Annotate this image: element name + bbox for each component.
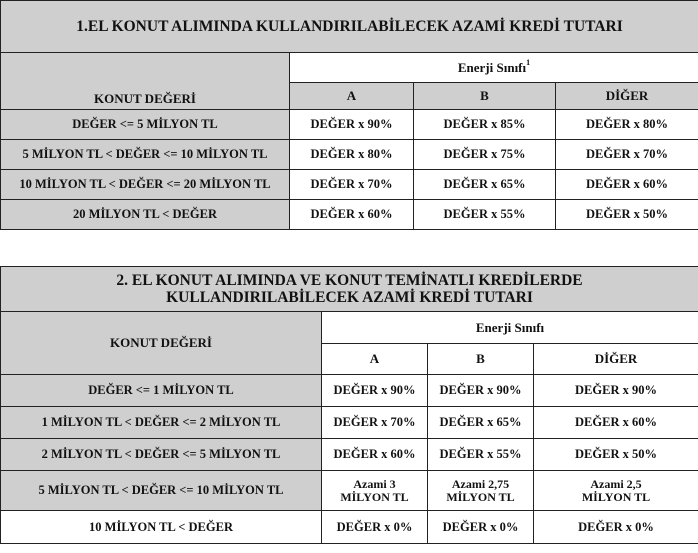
cell-line: MİLYON TL xyxy=(581,489,651,504)
cell-value: DEĞER x 55% xyxy=(414,200,556,230)
cell-value: DEĞER x 50% xyxy=(556,200,698,230)
cell-value: DEĞER x 55% xyxy=(428,439,534,471)
row-label: 1 MİLYON TL < DEĞER <= 2 MİLYON TL xyxy=(1,407,322,439)
table-row xyxy=(1,140,698,170)
table2-title-line2: KULLANDIRILABİLECEK AZAMİ KREDİ TUTARI xyxy=(166,289,533,306)
table2-title xyxy=(1,267,698,312)
row-label: 2 MİLYON TL < DEĞER <= 5 MİLYON TL xyxy=(1,439,322,471)
cell-value: DEĞER x 75% xyxy=(414,140,556,170)
table-row xyxy=(1,200,698,230)
cell-value: DEĞER x 60% xyxy=(322,439,428,471)
cell-value: DEĞER x 85% xyxy=(414,110,556,140)
cell-line: Azami 2,75 xyxy=(451,476,510,491)
table-row xyxy=(1,511,698,544)
table2-col-a: A xyxy=(322,344,428,375)
cell-line: Azami 2,5 xyxy=(590,476,642,491)
credit-table-second-hand xyxy=(0,266,698,544)
cell-value: DEĞER x 70% xyxy=(290,170,414,200)
table2-title-line1: 2. EL KONUT ALIMINDA VE KONUT TEMİNATLI KREDİLERDE xyxy=(116,272,583,289)
cell-line: Azami 3 xyxy=(353,476,396,491)
table1-col-a: A xyxy=(290,83,414,110)
table1-row-header: KONUT DEĞERİ xyxy=(1,53,290,110)
cell-value: DEĞER x 0% xyxy=(534,511,698,544)
row-label: 10 MİLYON TL < DEĞER <= 20 MİLYON TL xyxy=(1,170,290,200)
table-row xyxy=(1,439,698,471)
cell-value: DEĞER x 60% xyxy=(556,170,698,200)
cell-value: DEĞER x 90% xyxy=(428,375,534,407)
table2-row-header: KONUT DEĞERİ xyxy=(1,312,322,375)
table2-col-diger: DİĞER xyxy=(534,344,698,375)
table2-group-header: Enerji Sınıfı xyxy=(322,312,698,344)
cell-value: DEĞER x 80% xyxy=(290,140,414,170)
row-label: 10 MİLYON TL < DEĞER xyxy=(1,511,322,544)
cell-value xyxy=(322,471,428,511)
cell-value: DEĞER x 60% xyxy=(534,407,698,439)
cell-line: MİLYON TL xyxy=(340,489,409,504)
cell-value: DEĞER x 0% xyxy=(428,511,534,544)
cell-value: DEĞER x 65% xyxy=(428,407,534,439)
table2-col-b: B xyxy=(428,344,534,375)
cell-value xyxy=(534,471,698,511)
table1-group-header: Enerji Sınıfı$^1$ xyxy=(290,53,698,83)
cell-value: DEĞER x 70% xyxy=(322,407,428,439)
cell-value: DEĞER x 65% xyxy=(414,170,556,200)
row-label: 5 MİLYON TL < DEĞER <= 10 MİLYON TL xyxy=(1,140,290,170)
table-row xyxy=(1,110,698,140)
cell-value: DEĞER x 90% xyxy=(290,110,414,140)
cell-value: DEĞER x 90% xyxy=(322,375,428,407)
cell-value: DEĞER x 60% xyxy=(290,200,414,230)
cell-value: DEĞER x 90% xyxy=(534,375,698,407)
row-label: DEĞER <= 1 MİLYON TL xyxy=(1,375,322,407)
table1-col-b: B xyxy=(414,83,556,110)
credit-table-first-hand xyxy=(0,0,698,230)
table1-col-diger: DİĞER xyxy=(556,83,698,110)
table-row xyxy=(1,170,698,200)
cell-value: DEĞER x 50% xyxy=(534,439,698,471)
table-row xyxy=(1,407,698,439)
table-row xyxy=(1,471,698,511)
cell-line: MİLYON TL xyxy=(446,489,515,504)
row-label: 20 MİLYON TL < DEĞER xyxy=(1,200,290,230)
table1-title: 1.EL KONUT ALIMINDA KULLANDIRILABİLECEK AZAMİ KREDİ TUTARI xyxy=(1,1,698,53)
cell-value: DEĞER x 0% xyxy=(322,511,428,544)
cell-value: DEĞER x 80% xyxy=(556,110,698,140)
cell-value xyxy=(428,471,534,511)
cell-value: DEĞER x 70% xyxy=(556,140,698,170)
row-label: 5 MİLYON TL < DEĞER <= 10 MİLYON TL xyxy=(1,471,322,511)
table-row xyxy=(1,375,698,407)
row-label: DEĞER <= 5 MİLYON TL xyxy=(1,110,290,140)
